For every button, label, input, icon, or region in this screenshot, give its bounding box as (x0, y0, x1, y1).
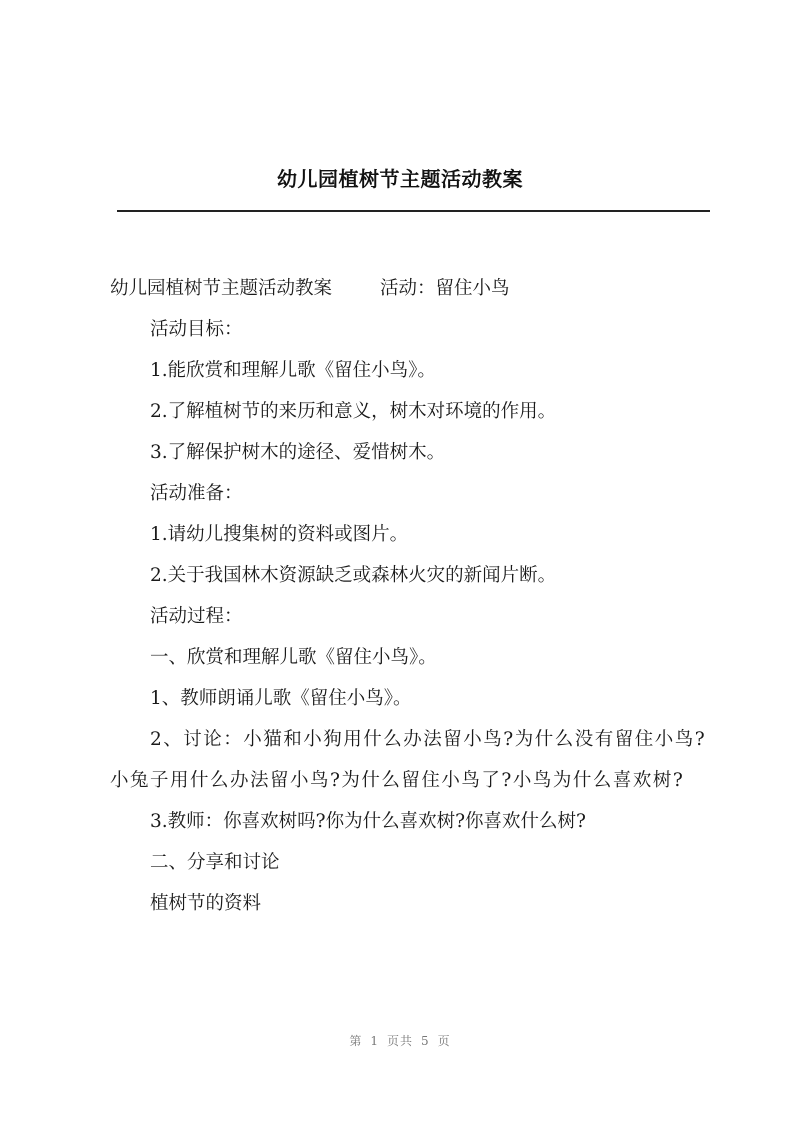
goal-item-2: 2.了解植树节的来历和意义，树木对环境的作用。 (150, 401, 557, 422)
footer-total-pages: 5 (421, 1034, 430, 1048)
prep-item-2: 2.关于我国林木资源缺乏或森林火灾的新闻片断。 (150, 565, 557, 586)
arbor-day-info: 植树节的资料 (150, 893, 262, 914)
footer-page-number: 1 (370, 1034, 379, 1048)
goals-heading: 活动目标： (150, 319, 243, 340)
intro-line (110, 268, 710, 309)
activity-name: 活动：留住小鸟 (380, 278, 510, 299)
footer-middle: 页共 (386, 1034, 413, 1048)
page-footer (0, 1032, 800, 1049)
goal-item-3: 3.了解保护树木的途径、爱惜树木。 (150, 442, 446, 463)
document-body (110, 268, 710, 924)
prep-item-1: 1.请幼儿搜集树的资料或图片。 (150, 524, 409, 545)
process-item-1-1: 1、教师朗诵儿歌《留住小鸟》。 (150, 688, 412, 709)
footer-suffix: 页 (437, 1034, 451, 1048)
document-title: 幼儿园植树节主题活动教案 (277, 167, 523, 191)
intro-title: 幼儿园植树节主题活动教案 (110, 278, 333, 299)
process-part-1: 一、欣赏和理解儿歌《留住小鸟》。 (150, 647, 437, 668)
process-item-1-2: 2、讨论：小猫和小狗用什么办法留小鸟?为什么没有留住小鸟?小兔子用什么办法留小鸟?为什么留住小鸟了?小鸟为什么喜欢树? (110, 729, 707, 791)
footer-prefix: 第 (349, 1034, 363, 1048)
process-part-2: 二、分享和讨论 (150, 852, 280, 873)
prep-heading: 活动准备： (150, 483, 243, 504)
process-item-1-3: 3.教师：你喜欢树吗?你为什么喜欢树?你喜欢什么树? (150, 811, 586, 832)
title-underline (117, 210, 710, 212)
process-heading: 活动过程： (150, 606, 243, 627)
goal-item-1: 1.能欣赏和理解儿歌《留住小鸟》。 (150, 360, 436, 381)
